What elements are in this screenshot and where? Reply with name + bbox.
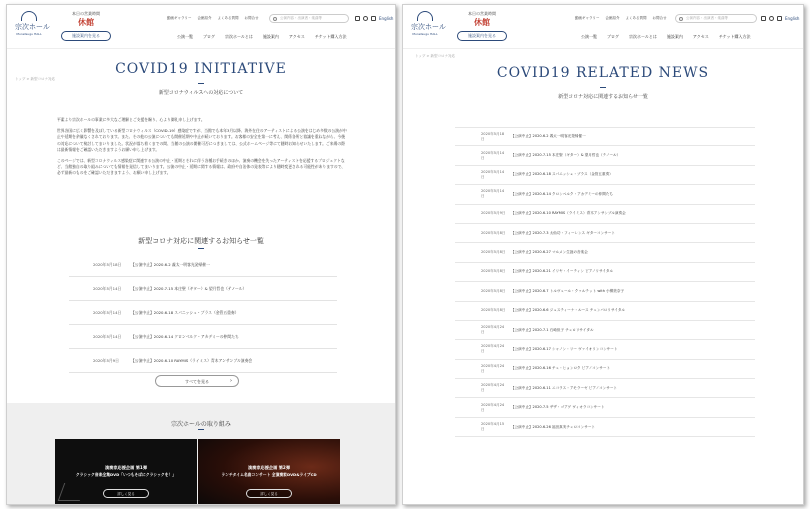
- social-links: [355, 16, 376, 21]
- arrow-right-icon: ›: [230, 378, 232, 384]
- hours-notice: [457, 11, 507, 41]
- news-title[interactable]: 【公演中止】2020.6.10 RAYMIS（ライミス）青木アンサンブル演奏会: [131, 357, 253, 363]
- news-title[interactable]: 【公演中止】2020.7.15 本庄聖（ギター）& 望月哲也（テノール）: [511, 153, 621, 158]
- nav-about-hall[interactable]: 宗次ホールとは: [225, 34, 253, 39]
- news-date: 2020年5月9日: [481, 211, 506, 216]
- initiative-card[interactable]: [198, 439, 340, 505]
- news-date: 2020年5月14日: [481, 150, 505, 160]
- site-logo[interactable]: [411, 11, 446, 39]
- news-date: 2020年5月8日: [481, 250, 506, 255]
- search-icon: [679, 17, 683, 21]
- search-input[interactable]: [675, 14, 757, 23]
- site-header: [403, 5, 803, 49]
- card-heading: 演奏家応援企画 第2弾: [247, 465, 291, 470]
- news-title[interactable]: 【公演中止】2020.6.14 クロンベルク・アカデミーの仲間たち: [131, 333, 239, 339]
- news-date: 2020年4月24日: [481, 402, 505, 412]
- nav-about-hall[interactable]: 宗次ホールとは: [629, 34, 657, 39]
- news-item[interactable]: [455, 302, 755, 321]
- card-details-button[interactable]: 詳しく見る: [246, 489, 292, 498]
- nav-facility[interactable]: 施設案内: [262, 34, 279, 39]
- news-date: 2020年5月9日: [93, 357, 119, 363]
- news-item[interactable]: [455, 282, 755, 301]
- link-video-gallery[interactable]: 動画ギャラリー: [575, 16, 600, 20]
- news-title[interactable]: 【公演中止】2020.6.10 RAYMIS（ライミス）青木アンサンブル演奏会: [511, 211, 626, 216]
- logo-text: 宗次ホール: [411, 23, 446, 31]
- card-details-button[interactable]: 詳しく見る: [103, 489, 149, 498]
- logo-crest-icon: [417, 11, 433, 21]
- instagram-icon[interactable]: [355, 16, 360, 21]
- social-links: [761, 16, 782, 21]
- news-title[interactable]: 【公演中止】2020.6.2 義太一明客光発帰催一: [511, 134, 586, 139]
- search-icon: [273, 17, 277, 21]
- news-item[interactable]: [69, 325, 337, 349]
- news-date: 2020年5月8日: [481, 269, 506, 274]
- facility-info-button[interactable]: 施設案内を見る: [457, 31, 507, 41]
- instagram-icon[interactable]: [761, 16, 766, 21]
- news-item[interactable]: [455, 127, 755, 146]
- utility-links: [575, 16, 667, 21]
- news-title[interactable]: 【公演中止】2020.6.6 ジュスティーナ・ルース チェンバロリサイタル: [511, 308, 626, 313]
- news-title[interactable]: 【公演中止】2020.7.1 石崎但子 チェロリサイタル: [511, 327, 594, 332]
- news-item[interactable]: [455, 340, 755, 359]
- news-date: 2020年5月18日: [481, 131, 505, 141]
- instrument-image: [58, 483, 87, 501]
- initiatives-section: [7, 403, 395, 505]
- news-list: [455, 127, 755, 437]
- news-title[interactable]: 【公演中止】2020.6.7 トルヴェール・クァルテット with 小柳美奈子: [511, 288, 625, 293]
- covid-news-page: [402, 4, 804, 505]
- news-date: 2020年5月14日: [481, 189, 505, 199]
- news-title[interactable]: 【公演中止】2020.7.15 本庄聖（ギター）& 望月哲也（テノール）: [131, 285, 247, 291]
- news-item[interactable]: [455, 379, 755, 398]
- news-section-title: 新型コロナ対応に関連するお知らせ一覧: [138, 237, 264, 245]
- hours-notice: [61, 11, 111, 41]
- news-date: 2020年5月18日: [93, 261, 122, 267]
- title-divider: [198, 83, 204, 84]
- section-divider: [198, 429, 204, 430]
- search-placeholder: 公演内容・出演者・楽曲等: [280, 16, 322, 20]
- news-item[interactable]: [455, 263, 755, 282]
- link-video-gallery[interactable]: 動画ギャラリー: [167, 16, 192, 20]
- site-logo[interactable]: [15, 11, 50, 39]
- intro-paragraph: 平素より宗次ホールの事業に多大なご理解とご支援を賜り、心より御礼申し上げます。: [57, 117, 205, 122]
- twitter-icon[interactable]: [363, 16, 368, 21]
- view-all-button[interactable]: [155, 375, 239, 387]
- news-item[interactable]: [455, 321, 755, 340]
- covid-initiative-page: [6, 4, 396, 505]
- logo-subtext: Munetsugu HALL: [16, 32, 42, 36]
- page-subtitle: 新型コロナウィルスへの対応について: [158, 90, 244, 96]
- news-item[interactable]: [455, 398, 755, 417]
- news-item[interactable]: [455, 360, 755, 379]
- hours-label: 本日の営業時間: [468, 11, 496, 16]
- card-subheading: クラシック音楽全集DVD「いつもそばにクラシックを！」: [75, 472, 177, 477]
- breadcrumb[interactable]: トップ > 新型コロナ対応: [15, 77, 56, 81]
- nav-facility[interactable]: 施設案内: [666, 34, 683, 39]
- news-list: [69, 253, 337, 373]
- nav-concerts[interactable]: 公演一覧: [177, 34, 193, 39]
- main-nav: [177, 34, 346, 40]
- news-item[interactable]: [455, 166, 755, 185]
- news-date: 2020年4月24日: [481, 344, 505, 354]
- logo-subtext: Munetsugu HALL: [412, 32, 438, 36]
- initiative-card[interactable]: [55, 439, 197, 505]
- news-date: 2020年5月14日: [93, 309, 122, 315]
- news-date: 2020年4月24日: [481, 363, 505, 373]
- link-faq[interactable]: よくある質問: [625, 16, 647, 20]
- news-item[interactable]: [455, 418, 755, 437]
- search-placeholder: 公演内容・出演者・楽曲等: [686, 16, 728, 20]
- hours-label: 本日の営業時間: [72, 11, 100, 16]
- page-title: COVID19 INITIATIVE: [115, 61, 287, 77]
- news-title[interactable]: 【公演中止】2020.7.3 太仙功・フィーレンス ギターコンサート: [511, 230, 615, 235]
- facebook-icon[interactable]: [371, 16, 376, 21]
- page-title: COVID19 RELATED NEWS: [496, 65, 710, 81]
- news-item[interactable]: [455, 243, 755, 262]
- news-date: 2020年5月8日: [481, 230, 506, 235]
- card-subheading: ランチタイム名曲コンサート 全演奏家DVD&ライブCD: [221, 472, 317, 477]
- news-date: 2020年4月15日: [481, 422, 505, 432]
- news-item[interactable]: [69, 253, 337, 277]
- breadcrumb[interactable]: トップ > 新型コロナ対応: [415, 54, 456, 58]
- news-item[interactable]: [455, 205, 755, 224]
- hours-status: 休館: [474, 17, 490, 27]
- link-faq[interactable]: よくある質問: [217, 16, 239, 20]
- news-title[interactable]: 【公演中止】2020.6.21 イリヤ・イーティン ピアノリサイタル: [511, 269, 614, 274]
- news-date: 2020年4月24日: [481, 383, 505, 393]
- news-date: 2020年5月14日: [93, 333, 122, 339]
- news-date: 2020年5月14日: [481, 169, 505, 179]
- nav-tickets[interactable]: チケット購入方法: [314, 34, 347, 39]
- intro-paragraph: このページでは、新型コロナウィルス感染症に関連する公演の中止・延期とそれに伴う各種お手続きのほか、演奏の機会を失ったアーティストを応援するプロジェクトなど、当館独自の取り組みについても情報を発信してまいります。公演の中止・延期に関する情報は、政府や自治体の発表等により随時変更される可能性がありますので、必ず最新のものをご確認いただきますよう、お願い申し上げます。: [57, 158, 346, 176]
- section-divider: [198, 248, 204, 249]
- news-item[interactable]: [455, 185, 755, 204]
- news-title[interactable]: 【公演中止】2020.6.18 スパニッシュ・ブラス（金管五重奏）: [131, 309, 239, 315]
- view-all-label: すべてを見る: [185, 379, 209, 384]
- logo-crest-icon: [21, 11, 37, 21]
- news-item[interactable]: [69, 349, 337, 373]
- link-about[interactable]: 会館紹介: [605, 16, 620, 20]
- language-link[interactable]: English: [379, 16, 394, 21]
- main-nav: [581, 34, 750, 40]
- nav-tickets[interactable]: チケット購入方法: [718, 34, 751, 39]
- news-item[interactable]: [455, 224, 755, 243]
- search-input[interactable]: [269, 14, 349, 23]
- news-item[interactable]: [69, 277, 337, 301]
- news-title[interactable]: 【公演中止】2020.6.18 スパニッシュ・ブラス（金管五重奏）: [511, 172, 613, 177]
- page-subtitle: 新型コロナ対応に関連するお知らせ一覧: [558, 94, 648, 100]
- link-about[interactable]: 会館紹介: [197, 16, 212, 20]
- news-title[interactable]: 【公演中止】2020.7.5 ザザ・ゴアゲ ヴィオラコンサート: [511, 405, 605, 410]
- news-date: 2020年4月24日: [481, 325, 505, 335]
- logo-text: 宗次ホール: [15, 23, 50, 31]
- hours-status: 休館: [78, 17, 94, 27]
- news-item[interactable]: [455, 146, 755, 165]
- link-contact[interactable]: お問合せ: [244, 16, 259, 20]
- news-title[interactable]: 【公演中止】2020.6.16 チェ・ヒョンロク ピアノコンサート: [511, 366, 611, 371]
- facebook-icon[interactable]: [777, 16, 782, 21]
- news-item[interactable]: [69, 301, 337, 325]
- nav-blog[interactable]: ブログ: [607, 34, 619, 39]
- nav-blog[interactable]: ブログ: [203, 34, 215, 39]
- title-divider: [600, 87, 606, 88]
- news-title[interactable]: 【公演中止】2020.6.11 ニコラス・アモラーゼ ピアノコンサート: [511, 385, 618, 390]
- news-date: 2020年5月8日: [481, 308, 506, 313]
- twitter-icon[interactable]: [769, 16, 774, 21]
- news-title[interactable]: 【公演中止】2020.6.27 マルメン生誕の音楽会: [511, 250, 588, 255]
- link-contact[interactable]: お問合せ: [652, 16, 667, 20]
- card-heading: 演奏家応援企画 第1弾: [104, 465, 148, 470]
- news-title[interactable]: 【公演中止】2020.6.17 シャノン・リー ヴァイオリンコンサート: [511, 346, 618, 351]
- news-date: 2020年5月8日: [481, 288, 506, 293]
- initiatives-title: 宗次ホールの取り組み: [171, 421, 231, 428]
- language-link[interactable]: English: [785, 16, 800, 21]
- news-date: 2020年5月14日: [93, 285, 122, 291]
- news-title[interactable]: 【公演中止】2020.6.14 クロンベルク・アカデミーの仲間たち: [511, 191, 613, 196]
- nav-concerts[interactable]: 公演一覧: [581, 34, 597, 39]
- utility-links: [167, 16, 259, 21]
- nav-access[interactable]: アクセス: [288, 34, 305, 39]
- nav-access[interactable]: アクセス: [692, 34, 709, 39]
- intro-text: [57, 117, 347, 182]
- news-title[interactable]: 【公演中止】2020.6.26 福田真実チェロコンサート: [511, 424, 596, 429]
- intro-paragraph: 世界各国に広く影響を及ぼしている新型コロナウィルス（COVID-19）感染症ですが、当館でも本年3月以降、海外在住のアーティストによる公演をはじめ多数の公演が中止や延期を余儀なくされております。また、その他の公演についても開催延期や中止が続いております。お客様の安全を第一に考え、関係各所と協議を重ねながら、今後の対応について検討してまいりました。状況が落ち着くまでの間、当館の公演の開催可否につきましては、公式ホームページ等にて随時お知らせいたします。ご来場の際は最新情報をご確認いただきますようお願い申し上げます。: [57, 128, 347, 152]
- news-title[interactable]: 【公演中止】2020.6.2 義太一明客光発帰催一: [131, 261, 210, 267]
- site-header: [7, 5, 395, 49]
- facility-info-button[interactable]: 施設案内を見る: [61, 31, 111, 41]
